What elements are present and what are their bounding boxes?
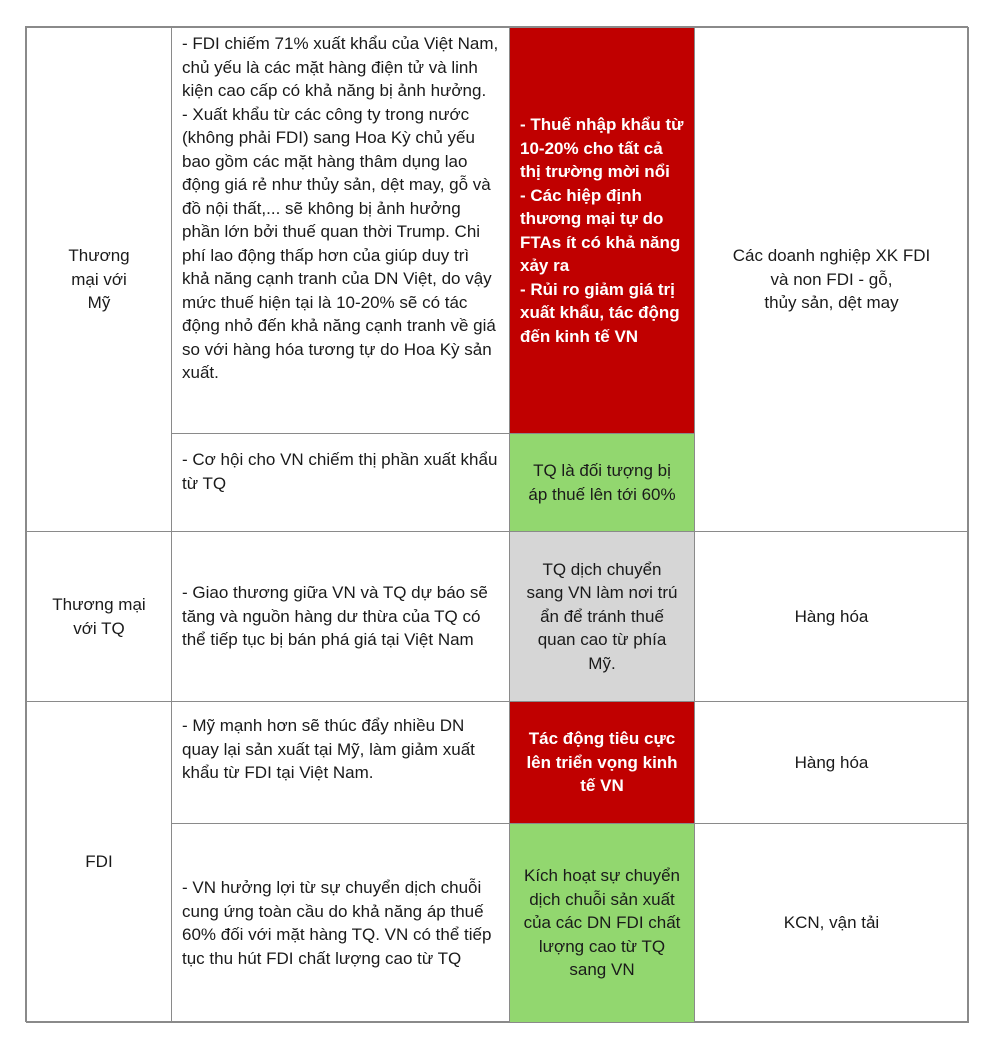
us-trade-description-1-para-1: - FDI chiếm 71% xuất khẩu của Việt Nam, chủ yếu là các mặt hàng điện tử và linh kiện cao cấp có khả năng bị ảnh hưởng.: [182, 34, 499, 100]
topic-fdi: FDI: [26, 701, 172, 1023]
us-trade-sector: Các doanh nghiệp XK FDI và non FDI - gỗ, thủy sản, dệt may: [694, 27, 969, 532]
topic-china-trade: Thương mại với TQ: [26, 531, 172, 702]
fdi-description-1: - Mỹ mạnh hơn sẽ thúc đẩy nhiều DN quay lại sản xuất tại Mỹ, làm giảm xuất khẩu từ FDI tại Việt Nam.: [171, 701, 510, 824]
fdi-impact-1: Tác động tiêu cực lên triển vọng kinh tế VN: [509, 701, 695, 824]
china-trade-description: - Giao thương giữa VN và TQ dự báo sẽ tăng và nguồn hàng dư thừa của TQ có thể tiếp tục bị bán phá giá tại Việt Nam: [171, 531, 510, 702]
fdi-sector-2: KCN, vận tải: [694, 823, 969, 1023]
us-trade-description-1-para-2: - Xuất khẩu từ các công ty trong nước (không phải FDI) sang Hoa Kỳ chủ yếu bao gồm các mặt hàng thâm dụng lao động giá rẻ như thủy sản, dệt may, gỗ và đồ nội thất,... sẽ không bị ảnh hưởng phần lớn bởi thuế quan thời Trump. Chi phí lao động thấp hơn của giúp duy trì khả năng cạnh tranh của DN Việt, do vậy mức thuế hiện tại là 10-20% sẽ có tác động nhỏ đến khả năng cạnh tranh về giá so với hàng hóa tương tự do Hoa Kỳ sản xuất.: [182, 104, 496, 382]
impact-table: [25, 26, 968, 1022]
china-trade-impact: TQ dịch chuyển sang VN làm nơi trú ẩn để tránh thuế quan cao từ phía Mỹ.: [509, 531, 695, 702]
fdi-sector-1: Hàng hóa: [694, 701, 969, 824]
fdi-description-2: - VN hưởng lợi từ sự chuyển dịch chuỗi cung ứng toàn cầu do khả năng áp thuế 60% đối với mặt hàng TQ. VN có thể tiếp tục thu hút FDI chất lượng cao từ TQ: [171, 823, 510, 1023]
us-trade-impact-1: - Thuế nhập khẩu từ 10-20% cho tất cả thị trường mời nổi - Các hiệp định thương mại tự do FTAs ít có khả năng xảy ra - Rủi ro giảm giá trị xuất khẩu, tác động đến kinh tế VN: [509, 27, 695, 434]
china-trade-sector: Hàng hóa: [694, 531, 969, 702]
us-trade-description-2: - Cơ hội cho VN chiếm thị phần xuất khẩu từ TQ: [171, 433, 510, 532]
us-trade-description-1: [171, 27, 510, 434]
fdi-impact-2: Kích hoạt sự chuyển dịch chuỗi sản xuất của các DN FDI chất lượng cao từ TQ sang VN: [509, 823, 695, 1023]
topic-us-trade: Thương mại với Mỹ: [26, 27, 172, 532]
us-trade-impact-2: TQ là đối tượng bị áp thuế lên tới 60%: [509, 433, 695, 532]
